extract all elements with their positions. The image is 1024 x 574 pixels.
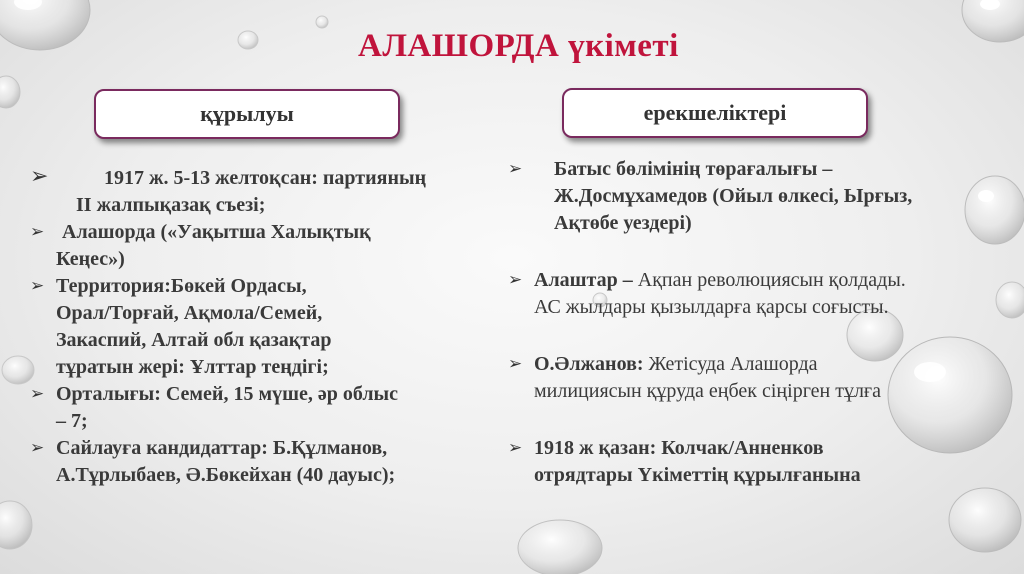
item-line: 1917 ж. 5-13 желтоқсан: партияның [104, 167, 427, 189]
drop-bottom-mid [518, 520, 602, 574]
arrow-bullet-icon: ➢ [508, 159, 523, 179]
item-line: Орталығы: Семей, 15 мүше, әр облыс [56, 383, 399, 405]
list-item [30, 273, 500, 381]
item-line: Территория:Бөкей Ордасы, [56, 275, 307, 297]
list-item [508, 351, 998, 405]
header-box-features [562, 88, 868, 138]
item-text: Ақпан революциясын қолдады. [632, 269, 906, 291]
item-line: тұратын жері: Ұлттар теңдігі; [56, 356, 329, 378]
item-line: Ж.Досмұхамедов (Ойыл өлкесі, Ырғыз, [554, 185, 913, 207]
drop-right-bottom [949, 488, 1021, 552]
item-text: Жетісуда Алашорда [643, 353, 818, 375]
item-line [534, 267, 998, 294]
right-column-list [508, 156, 998, 489]
header-box-structure-label: құрылуы [200, 101, 294, 126]
list-item [30, 219, 500, 273]
item-line: Кеңес») [56, 248, 125, 270]
header-box-structure [94, 89, 400, 139]
left-column-list [30, 165, 500, 489]
arrow-bullet-icon: ➢ [30, 222, 45, 242]
item-line: милициясын құруда еңбек сіңірген тұлға [534, 380, 882, 402]
list-item [508, 267, 998, 321]
drop-small-top [238, 31, 258, 49]
arrow-bullet-icon: ➢ [30, 384, 45, 404]
item-line: А.Тұрлыбаев, Ә.Бөкейхан (40 дауыс); [56, 464, 396, 486]
item-line: Алашорда («Уақытша Халықтық [62, 221, 371, 243]
list-item [30, 435, 500, 489]
arrow-bullet-icon: ➢ [30, 438, 45, 458]
item-line: АС жылдары қызылдарға қарсы соғысты. [534, 296, 889, 318]
item-bold-lead: Алаштар – [534, 269, 633, 291]
list-item [508, 156, 998, 237]
drop-small-top-2 [316, 16, 328, 28]
drop-top-left [0, 0, 90, 50]
item-line: отрядтары Үкіметтің құрылғанына [534, 464, 861, 486]
arrow-bullet-icon: ➢ [508, 438, 523, 458]
item-line: II жалпықазақ съезі; [76, 194, 266, 216]
item-line: – 7; [56, 410, 88, 432]
item-line: Закаспий, Алтай обл қазақтар [56, 329, 332, 351]
item-line [534, 351, 998, 378]
list-item [30, 381, 500, 435]
list-item [30, 165, 500, 219]
item-line: Ақтөбе уездері) [554, 212, 692, 234]
page-title: АЛАШОРДА үкіметі [358, 28, 679, 64]
item-line: Орал/Торғай, Ақмола/Семей, [56, 302, 323, 324]
drop-left-1 [0, 76, 20, 108]
item-line: Сайлауға кандидаттар: Б.Құлманов, [56, 437, 388, 459]
drop-bottom-left [0, 501, 32, 549]
arrow-bullet-icon: ➢ [508, 270, 523, 290]
list-item [508, 435, 998, 489]
item-bold-lead: О.Әлжанов: [534, 353, 644, 375]
drop-top-right [962, 0, 1024, 42]
item-line: 1918 ж қазан: Колчак/Анненков [534, 437, 824, 459]
header-box-features-label: ерекшеліктері [643, 100, 787, 125]
arrow-bullet-icon: ➢ [508, 354, 523, 374]
arrow-bullet-icon: ➢ [30, 164, 49, 189]
drop-right-small [996, 282, 1024, 318]
item-line: Батыс бөлімінің төрағалығы – [554, 158, 833, 180]
arrow-bullet-icon: ➢ [30, 276, 45, 296]
